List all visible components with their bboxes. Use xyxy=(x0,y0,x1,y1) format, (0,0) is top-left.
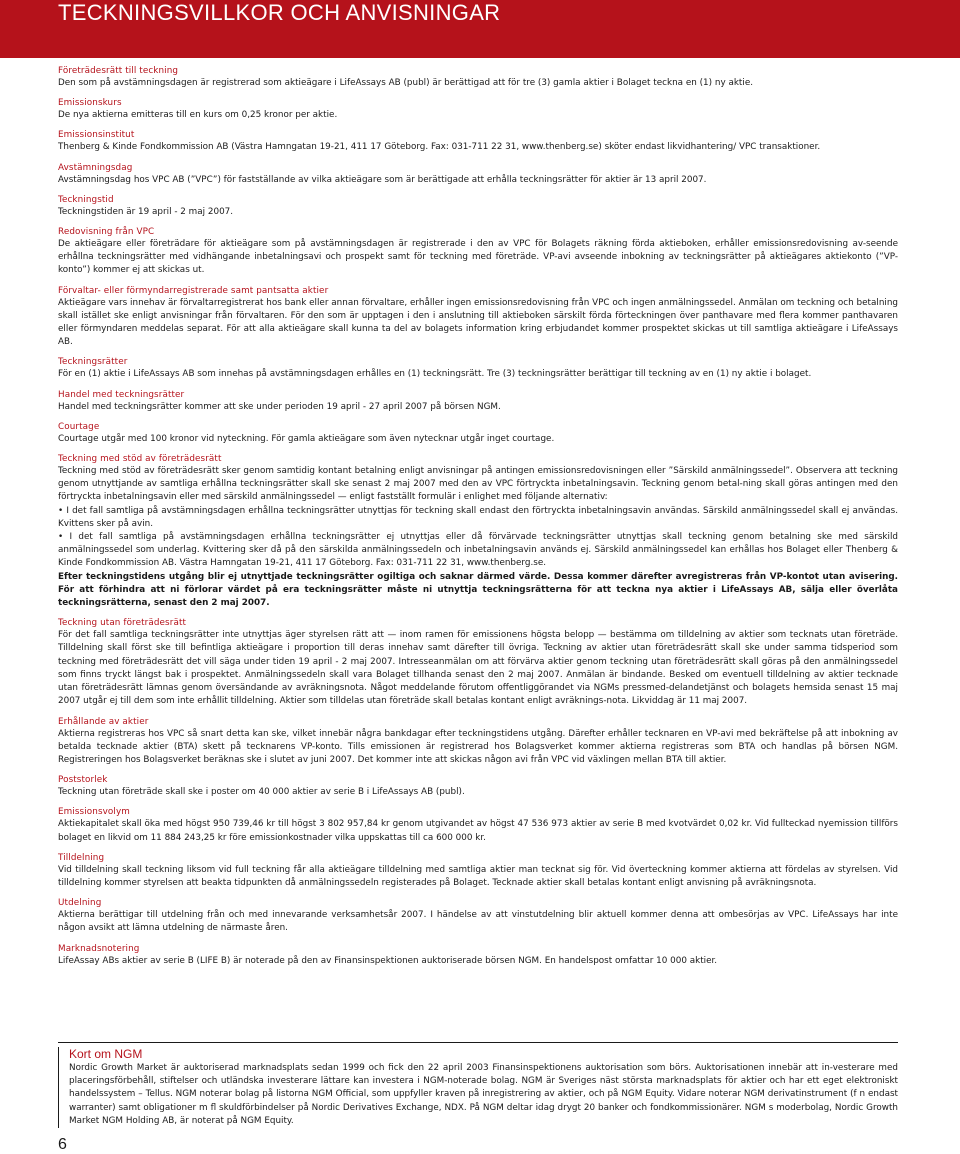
section xyxy=(58,944,898,968)
section-title: Företrädesrätt till teckning xyxy=(58,66,179,76)
section-paragraph: • I det fall samtliga på avstämningsdagen erhållna teckningsrätter ej utnyttjas eller då förvärvade teckningsrätter utnyttjas skall teckning genom betalning ske med särskild anmälningssedel som underlag. Kvittering sker då på den särskilda anmälningssedeln och inbetalningsavin används ej. Särskild anmälningssedel kan erhållas hos Bolaget eller Thenberg & Kinde Fondkommission AB. Västra Hamngatan 19-21, 411 17 Göteborg. Fax: 031-711 22 31, www.thenberg.se. xyxy=(58,532,898,569)
section-paragraph: Aktierna registreras hos VPC så snart detta kan ske, vilket innebär några bankdagar efter teckningstidens utgång. Därefter erhåller tecknaren en VP-avi med bekräftelse på att inbokning av betalda tecknade aktier (BTA) skett på tecknarens VP-konto. Tills emissionen är registrerad hos Bolagsverket kommer aktierna registreras som BTA och handlas på börsen NGM. Registreringen hos Bolagsverket beräknas ske i slutet av juni 2007. Det kommer inte att skickas någon avi från VPC vid växlingen mellan BTA till aktier. xyxy=(58,728,898,765)
section-title: Teckning utan företrädesrätt xyxy=(58,618,187,629)
section xyxy=(58,775,898,799)
section-paragraph: Teckning med stöd av företrädesrätt sker genom samtidig kontant betalning enligt anvisningar på antingen emissionsredovisningen eller ”Särskild anmälningssedel”. Observera att teckning genom utnyttjande av samtliga erhållna teckningsrätter skall ske senast 2 maj 2007 med den av VPC förtryckta inbetalningsavin. Teckning genom betal-ning skall göras antingen med den förtryckta inbetalningsavin eller med särskild anmälningssedel — enligt fastställt formulär i enlighet med följande alternativ: xyxy=(58,466,898,503)
section-title: Tilldelning xyxy=(58,852,105,863)
section xyxy=(58,390,898,414)
section-paragraph: Courtage utgår med 100 kronor vid nyteckning. För gamla aktieägare som även nytecknar utgår inget courtage. xyxy=(58,433,555,444)
section-paragraph: Vid tilldelning skall teckning liksom vid full teckning får alla aktieägare tilldelning med samtliga aktier man tecknat sig för. Vid överteckning kommer aktierna att fördelas av styrelsen. Vid tilldelning kommer styrelsen att beakta tidpunkten då anmälningssedeln registerades på Bolaget. Tecknade aktier skall betalas kontant enligt anvisning på avräkningsnota. xyxy=(58,864,898,888)
info-box-text: Nordic Growth Market är auktoriserad marknadsplats sedan 1999 och fick den 22 april 2003 Finansinspektionens auktorisation som börs. Auktorisationen innebär att in-vesterare med placeringsförbehåll, stiftelser och utländska investerare lättare kan investera i NGM-noterade bolag. NGM är Sveriges näst största marknadsplats för aktier och har ett eget elektroniskt handelssystem – Tellus. NGM noterar bolag på listorna NGM Official, som uppfyller kraven på inregistrering av aktier, och på NGM Equity. Vidare noterar NGM derivatinstrument (f n endast warranter) samt obligationer m fl skuldförbindelser på Nordic Derivatives Exchange, NDX. På NGM deltar idag drygt 20 banker och fondkommissionärer. NGM s moderbolag, Nordic Growth Market NGM Holding AB, är noterat på NGM Equity. xyxy=(69,1063,898,1126)
section-paragraph: Aktiekapitalet skall öka med högst 950 739,46 kr till högst 3 802 957,84 kr genom utgivandet av högst 47 536 973 aktier av serie B med kvotvärdet 0,02 kr. Vid fullteckad nyemission tillförs bolaget en likvid om 11 884 243,25 kr före emissionkostnader vilka uppskattas till ca 600 000 kr. xyxy=(58,819,898,843)
section-title: Poststorlek xyxy=(58,775,108,786)
section xyxy=(58,286,898,350)
section-title: Emissionsvolym xyxy=(58,807,130,818)
section-paragraph: De nya aktierna emitteras till en kurs om 0,25 kronor per aktie. xyxy=(58,110,338,121)
info-box-inner xyxy=(58,1047,898,1128)
section xyxy=(58,195,898,219)
section xyxy=(58,66,898,90)
section xyxy=(58,163,898,187)
section-title: Avstämningsdag xyxy=(58,162,133,173)
section-paragraph: För det fall samtliga teckningsrätter inte utnyttjas äger styrelsen rätt att — inom ramen för emissionens högsta belopp — bestämma om tilldelning av aktier som tecknats utan företräde. Tilldelning skall först ske till befintliga aktieägare i proportion till deras innehav samt därefter till övriga. Teckning av aktier utan företrädesrätt skall ske under samma tidsperiod som teckning med företrädesrätt det vill säga under tiden 19 april - 2 maj 2007. Intresseanmälan om att förvärva aktier genom teckning utan företrädesrätt skall göras på den anmälningssedel som finns tryckt längst bak i prospektet. Anmälningssedeln skall vara Bolaget tillhanda senast den 2 maj 2007. Anmälan är bindande. Besked om eventuell tilldelning av aktier tecknade utan företrädesrätt lämnas genom översändande av avräkningsnota. Något meddelande förutom offentliggörandet via NGMs pressmed-delandetjänst och bolagets hemsida senast 15 maj 2007 utgår ej till dem som inte erhållit tilldelning. Aktier som tilldelas utan företräde skall betalas kontant enligt avräknings-nota. Likviddag är 11 maj 2007. xyxy=(58,630,898,707)
info-box-title: Kort om NGM xyxy=(69,1047,143,1061)
section-title: Teckningsrätter xyxy=(58,357,128,368)
section-paragraph: Thenberg & Kinde Fondkommission AB (Västra Hamngatan 19-21, 411 17 Göteborg. Fax: 031-711 22 31, www.thenberg.se) sköter endast likvidhantering/ VPC transaktioner. xyxy=(58,142,821,153)
section-title: Teckningstid xyxy=(58,194,114,205)
section xyxy=(58,98,898,122)
section-paragraph: LifeAssay ABs aktier av serie B (LIFE B) är noterade på den av Finansinspektionen auktoriserade börsen NGM. En handelspost omfattar 10 000 aktier. xyxy=(58,955,718,966)
section xyxy=(58,357,898,381)
page-number: 6 xyxy=(58,1136,67,1153)
section-title: Courtage xyxy=(58,421,100,432)
section xyxy=(58,454,898,610)
document-body xyxy=(58,66,898,976)
section xyxy=(58,618,898,708)
page-title: TECKNINGSVILLKOR OCH ANVISNINGAR xyxy=(58,0,501,25)
section-paragraph: Avstämningsdag hos VPC AB (”VPC”) för fastställande av vilka aktieägare som är berättigade att erhålla teckningsrätter för aktier är 13 april 2007. xyxy=(58,174,707,185)
section xyxy=(58,130,898,154)
section-paragraph: För en (1) aktie i LifeAssays AB som innehas på avstämningsdagen erhålles en (1) teckningsrätt. Tre (3) teckningsrätter berättigar till teckning av en (1) ny aktie i bolaget. xyxy=(58,369,812,380)
section-title: Handel med teckningsrätter xyxy=(58,389,185,400)
section-title: Erhållande av aktier xyxy=(58,716,149,727)
section-title: Emissionskurs xyxy=(58,98,122,109)
section-paragraph: Aktieägare vars innehav är förvaltarregistrerat hos bank eller annan förvaltare, erhåller ingen emissionsredovisning från VPC och ingen anmälningssedel. Anmälan om teckning och betalning skall istället ske enligt anvisningar från förvaltaren. För den som är upptagen i den i anslutning till aktieboken särskilt förda förteckningen över panthavare med flera kommer panthavaren eller förmyndaren meddelas separat. För att alla aktieägare skall kunna ta del av bolagets information kring erbjudandet kommer prospektet skickas ut till samtliga aktieägare i LifeAssays AB. xyxy=(58,297,898,348)
section xyxy=(58,807,898,844)
section-title: Utdelning xyxy=(58,898,102,909)
section-title: Marknadsnotering xyxy=(58,943,140,954)
section xyxy=(58,898,898,935)
section-title: Teckning med stöd av företrädesrätt xyxy=(58,454,222,465)
section-title: Redovisning från VPC xyxy=(58,227,155,238)
section-paragraph: • I det fall samtliga på avstämningsdagen erhållna teckningsrätter utnyttjas för teckning skall endast den förtryckta inbetalningsavin användas. Särskild anmälningssedel skall ej användas. Kvittens sker på avin. xyxy=(58,505,898,529)
section-title: Förvaltar- eller förmyndarregistrerade samt pantsatta aktier xyxy=(58,285,329,296)
section-paragraph: Handel med teckningsrätter kommer att ske under perioden 19 april - 27 april 2007 på börsen NGM. xyxy=(58,401,501,412)
info-box-ngm xyxy=(58,1042,898,1129)
section xyxy=(58,853,898,890)
section-title: Emissionsinstitut xyxy=(58,130,135,141)
section-paragraph: Efter teckningstidens utgång blir ej utnyttjade teckningsrätter ogiltiga och saknar därmed värde. Dessa kommer därefter avregistreras från VP-kontot utan avisering. För att förhindra att ni förlorar värdet på era teckningsrätter måste ni utnyttja teckningsrätterna för att teckna nya aktier i LifeAssays AB, sälja eller överlåta teckningsrätterna, senast den 2 maj 2007. xyxy=(58,571,898,609)
section-paragraph: Teckning utan företräde skall ske i poster om 40 000 aktier av serie B i LifeAssays AB (publ). xyxy=(58,787,465,798)
section xyxy=(58,227,898,278)
section-paragraph: Teckningstiden är 19 april - 2 maj 2007. xyxy=(58,206,234,217)
section-paragraph: Aktierna berättigar till utdelning från och med innevarande verksamhetsår 2007. I händelse av att vinstutdelning blir aktuell kommer denna att ombesörjas av VPC. LifeAssays har inte någon avsikt att lämna utdelning de närmaste åren. xyxy=(58,910,898,934)
section-paragraph: Den som på avstämningsdagen är registrerad som aktieägare i LifeAssays AB (publ) är berättigad att för tre (3) gamla aktier i Bolaget teckna en (1) ny aktie. xyxy=(58,78,754,88)
page-header xyxy=(0,0,960,58)
section-paragraph: De aktieägare eller företrädare för aktieägare som på avstämningsdagen är registrerade i den av VPC för Bolagets räkning förda aktieboken, erhåller emissionsredovisning av-seende erhållna teckningsrätter med vidhängande inbetalningsavi och prospekt samt för teckning med företräde. VP-avi avseende inbokning av teckningsrätter på aktieägares aktiekonto (”VP-konto”) kommer ej att skickas ut. xyxy=(58,239,898,276)
section xyxy=(58,717,898,768)
section xyxy=(58,422,898,446)
